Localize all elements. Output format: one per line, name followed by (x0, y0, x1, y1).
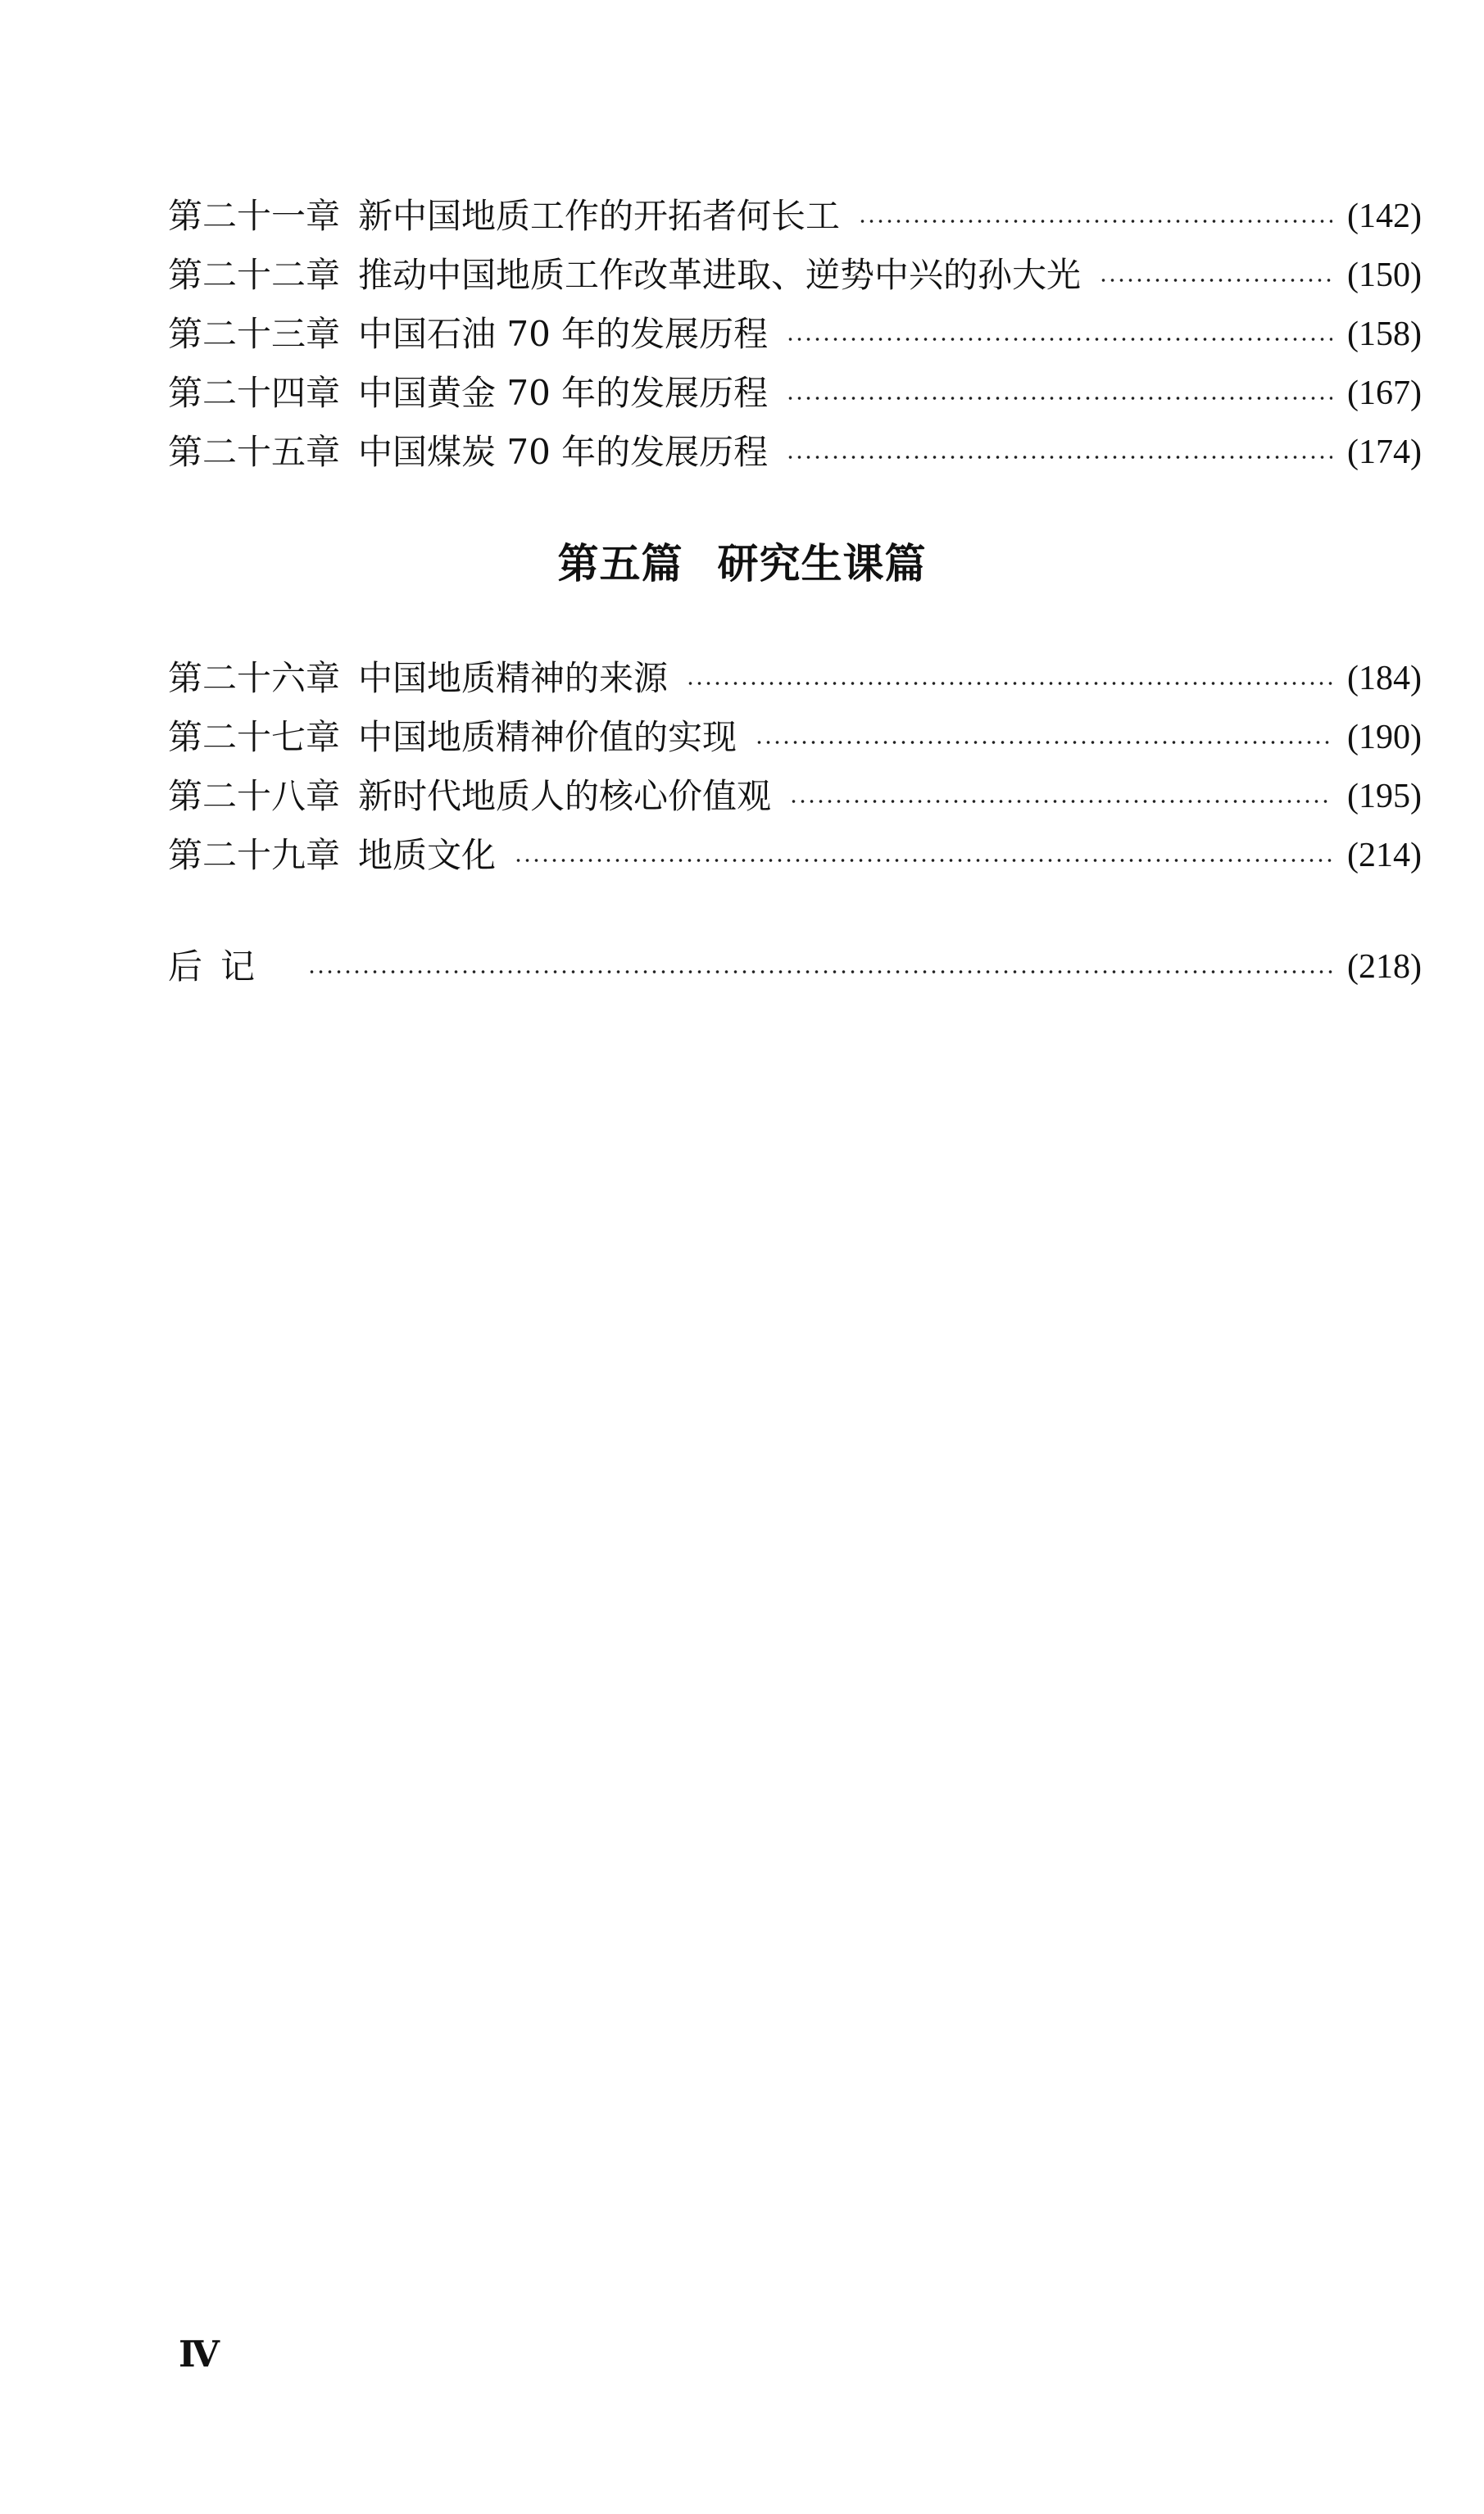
part-number: 第五篇 (557, 539, 683, 588)
page-folio: Ⅳ (179, 2335, 220, 2375)
page-number: (195) (1347, 778, 1422, 815)
chapter-number: 第二十九章 (168, 835, 341, 875)
part-heading (0, 531, 1484, 590)
chapter-title: 中国石油 70 年的发展历程 (358, 314, 769, 354)
dot-leader (1099, 279, 1332, 282)
chapter-title: 地质文化 (358, 835, 497, 875)
page-number: (150) (1347, 256, 1422, 294)
toc-entry[interactable] (168, 708, 1422, 767)
page-number: (142) (1347, 197, 1422, 235)
chapter-number: 第二十六章 (168, 658, 341, 698)
toc-entry-afterword[interactable] (168, 937, 1422, 996)
chapter-number: 第二十五章 (168, 432, 341, 472)
toc-list-part5 (168, 649, 1422, 885)
page-number: (184) (1347, 660, 1422, 697)
toc-entry[interactable] (168, 246, 1422, 305)
page-number: (214) (1347, 837, 1422, 874)
toc-entry[interactable] (168, 826, 1422, 885)
chapter-number: 第二十三章 (168, 314, 341, 354)
toc-entry[interactable] (168, 187, 1422, 246)
chapter-number: 第二十一章 (168, 196, 341, 236)
toc-entry[interactable] (168, 364, 1422, 423)
chapter-title: 新中国地质工作的开拓者何长工 (358, 196, 841, 236)
chapter-title: 中国黄金 70 年的发展历程 (358, 373, 769, 413)
dot-leader (307, 970, 1332, 973)
dot-leader (686, 682, 1332, 685)
dot-leader (858, 220, 1332, 223)
toc-entry[interactable] (168, 649, 1422, 708)
dot-leader (786, 397, 1332, 400)
part-title: 研究生课篇 (717, 539, 927, 588)
chapter-number: 第二十八章 (168, 776, 341, 816)
toc-entry[interactable] (168, 767, 1422, 826)
chapter-title: 中国煤炭 70 年的发展历程 (358, 432, 769, 472)
chapter-number: 第二十七章 (168, 717, 341, 757)
chapter-title: 中国地质精神的来源 (358, 658, 669, 698)
toc-entry[interactable] (168, 423, 1422, 482)
afterword-label: 后记 (168, 946, 274, 987)
page-number: (218) (1347, 948, 1422, 986)
chapter-title: 中国地质精神价值的实现 (358, 717, 737, 757)
toc-list-part4 (168, 187, 1422, 482)
toc-entry[interactable] (168, 305, 1422, 364)
dot-leader (786, 456, 1332, 459)
page-number: (190) (1347, 719, 1422, 756)
chapter-number: 第二十四章 (168, 373, 341, 413)
page-number: (167) (1347, 374, 1422, 412)
page-number: (174) (1347, 433, 1422, 471)
dot-leader (514, 859, 1332, 862)
dot-leader (755, 741, 1332, 744)
page-number: (158) (1347, 315, 1422, 353)
chapter-title: 新时代地质人的核心价值观 (358, 776, 772, 816)
chapter-number: 第二十二章 (168, 255, 341, 295)
dot-leader (786, 338, 1332, 341)
chapter-title: 推动中国地质工作改革进取、逆势中兴的孙大光 (358, 255, 1082, 295)
dot-leader (789, 800, 1332, 803)
toc-list-afterword (168, 937, 1422, 996)
